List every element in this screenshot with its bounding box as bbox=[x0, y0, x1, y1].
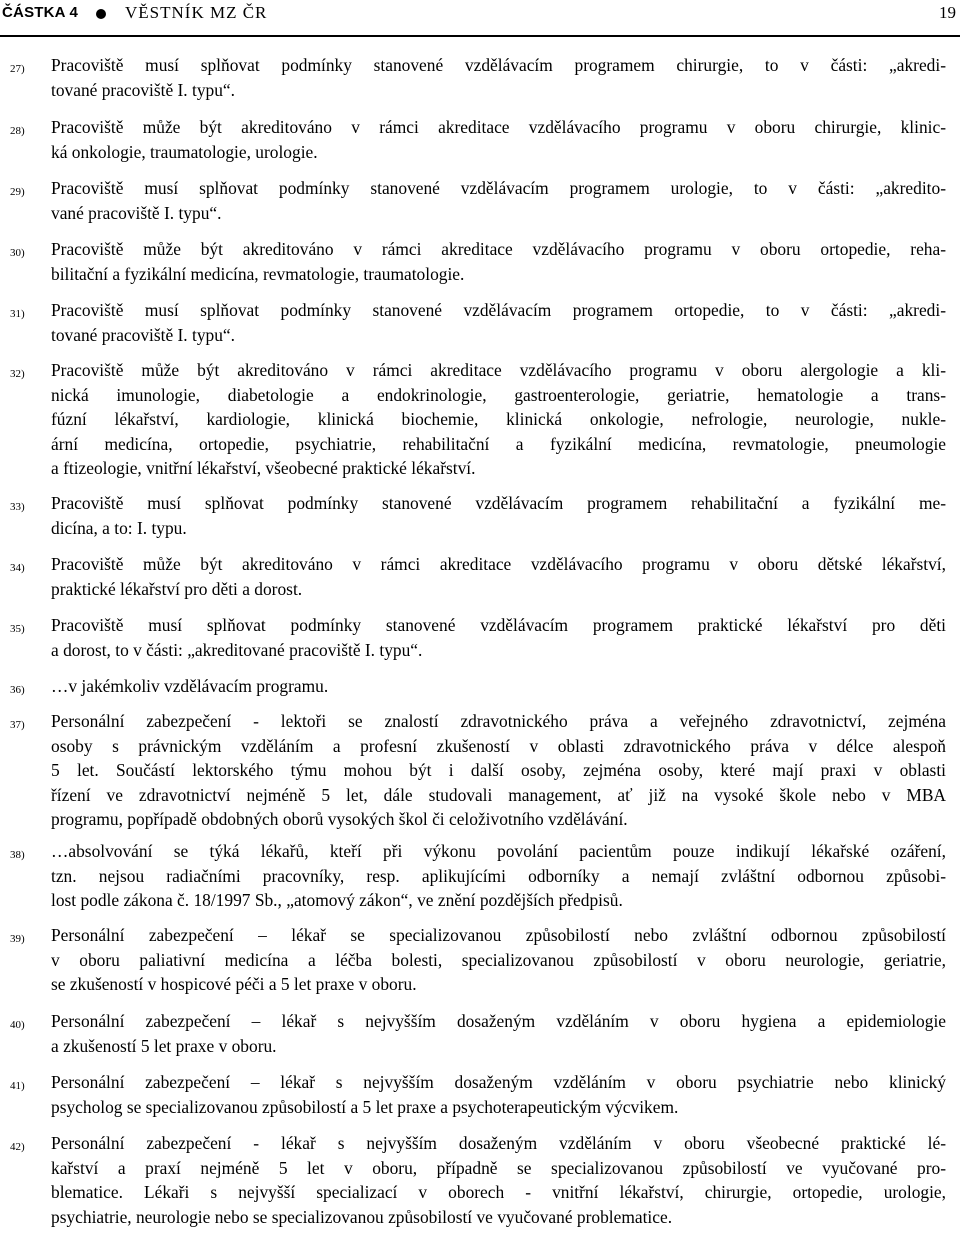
footnote-text-line: dicína, a to: I. typu. bbox=[51, 517, 187, 538]
footnote-text-line: Pracoviště může být akreditováno v rámci akreditace vzdělávacího programu v oboru chirurgie, klinic- bbox=[51, 117, 946, 137]
footnote-text-line: ká onkologie, traumatologie, urologie. bbox=[51, 141, 318, 162]
footnote-text-line: Personální zabezpečení – lékař s nejvyšším dosaženým vzděláním v oboru hygiena a epidemiologie bbox=[51, 1011, 946, 1031]
footnote-text-line: tované pracoviště I. typu“. bbox=[51, 79, 235, 100]
footnote-number: 27) bbox=[10, 63, 25, 75]
footnote-text-line: fúzní lékařství, kardiologie, klinická biochemie, klinická onkologie, nefrologie, neurologie, nukle- bbox=[51, 409, 946, 429]
footnote-number: 39) bbox=[10, 933, 25, 945]
bullet-dot-icon bbox=[96, 9, 106, 19]
footnote-text-line: a dorost, to v části: „akreditované pracoviště I. typu“. bbox=[51, 639, 423, 660]
footnote-text-line: psycholog se specializovanou způsobilostí a 5 let praxe a psychoterapeutickým výcvikem. bbox=[51, 1096, 679, 1117]
footnote-text-line: tzn. nejsou radiačními pracovníky, resp. aplikujícími odborníky a nemají zvláštní odbornou způsobi- bbox=[51, 865, 946, 886]
footnote-text-line: 5 let. Součástí lektorského týmu mohou být i další osoby, zejména osoby, které mají praxi v oblasti bbox=[51, 760, 946, 780]
footnote-text-line: programu, popřípadě obdobných oborů vysokých škol či celoživotního vzdělávání. bbox=[51, 809, 628, 829]
footnote-number: 29) bbox=[10, 186, 25, 198]
header-rule bbox=[0, 35, 960, 37]
footnote-text-line: Pracoviště může být akreditováno v rámci akreditace vzdělávacího programu v oboru alergologie a kli- bbox=[51, 360, 946, 380]
footnote-text-line: praktické lékařství pro děti a dorost. bbox=[51, 578, 303, 599]
footnote-text-line: …absolvování se týká lékařů, kteří při výkonu povolání pacientům pouze indikují lékařské ozáření, bbox=[51, 841, 946, 861]
footnote-text-line: osoby s právnickým vzděláním a profesní zkušeností v oblasti zdravotnického práva v délce alespoň bbox=[51, 735, 946, 756]
footnote-text-line: Pracoviště musí splňovat podmínky stanovené vzdělávacím programem urologie, to v části: „akreditо- bbox=[51, 178, 946, 198]
footnote-text-line: tované pracoviště I. typu“. bbox=[51, 324, 235, 345]
footnote-number: 33) bbox=[10, 501, 25, 513]
footnote-text-line: Personální zabezpečení - lékař s nejvyšším dosaženým vzděláním v oboru všeobecné praktické lé- bbox=[51, 1133, 946, 1153]
footnote-text-line: řízení ve zdravotnictví nejméně 5 let, dále studovali management, ať již na vysoké škole nebo v MBA bbox=[51, 784, 946, 805]
journal-title: VĚSTNÍK MZ ČR bbox=[125, 3, 268, 22]
footnote-text-line: se zkušeností v hospicové péči a 5 let praxe v oboru. bbox=[51, 974, 417, 994]
footnote-text-line: lost podle zákona č. 18/1997 Sb., „atomový zákon“, ve znění pozdějších předpisů. bbox=[51, 890, 623, 910]
footnote-text-line: Pracoviště musí splňovat podmínky stanovené vzdělávacím programem praktické lékařství pro děti bbox=[51, 615, 946, 635]
footnote-number: 42) bbox=[10, 1141, 25, 1153]
footnote-number: 30) bbox=[10, 247, 25, 259]
footnote-number: 35) bbox=[10, 623, 25, 635]
footnote-text-line: Pracoviště musí splňovat podmínky stanovené vzdělávacím programem rehabilitační a fyzikální me- bbox=[51, 493, 946, 513]
footnote-text-line: Pracoviště může být akreditováno v rámci akreditace vzdělávacího programu v oboru ortopedie, reha- bbox=[51, 239, 946, 259]
footnote-number: 31) bbox=[10, 308, 25, 320]
footnote-number: 36) bbox=[10, 684, 25, 696]
footnote-number: 38) bbox=[10, 849, 25, 861]
footnote-text-line: …v jakémkoliv vzdělávacím programu. bbox=[51, 676, 329, 696]
page-header bbox=[2, 0, 958, 28]
footnote-text-line: Pracoviště může být akreditováno v rámci akreditace vzdělávacího programu v oboru dětské lékařství, bbox=[51, 554, 946, 574]
footnote-number: 32) bbox=[10, 368, 25, 380]
footnote-text-line: psychiatrie, neurologie nebo se specializovanou způsobilostí ve vyučované problematice. bbox=[51, 1206, 673, 1227]
footnote-text-line: a ftizeologie, vnitřní lékařství, všeobecné praktické lékařství. bbox=[51, 458, 476, 478]
footnote-text-line: kařství a praxí nejméně 5 let v oboru, případně se specializovanou způsobilostí ve vyučované pro- bbox=[51, 1157, 946, 1178]
footnote-text-line: ární medicína, ortopedie, psychiatrie, rehabilitační a fyzikální medicína, revmatologie, pneumologie bbox=[51, 433, 946, 454]
footnote-text-line: Pracoviště musí splňovat podmínky stanovené vzdělávacím programem ortopedie, to v části: „akredi- bbox=[51, 300, 946, 320]
footnote-number: 28) bbox=[10, 125, 25, 137]
footnote-text-line: Personální zabezpečení – lékař se specializovanou způsobilostí nebo zvláštní odbornou způsobilostí bbox=[51, 925, 946, 945]
footnote-number: 34) bbox=[10, 562, 25, 574]
footnote-number: 37) bbox=[10, 719, 25, 731]
footnote-number: 40) bbox=[10, 1019, 25, 1031]
footnote-text-line: Pracoviště musí splňovat podmínky stanovené vzdělávacím programem chirurgie, to v části: „akredi- bbox=[51, 55, 946, 75]
section-label: ČÁSTKA 4 bbox=[2, 4, 79, 21]
footnote-text-line: Personální zabezpečení - lektoři se znalostí zdravotnického práva a veřejného zdravotnictví, zejména bbox=[51, 711, 946, 731]
footnote-text-line: vané pracoviště I. typu“. bbox=[51, 202, 222, 223]
footnote-text-line: a zkušeností 5 let praxe v oboru. bbox=[51, 1035, 277, 1056]
footnote-text-line: blematice. Lékaři s nejvyšší specializací v oborech - vnitřní lékařství, chirurgie, ortopedie, urologie, bbox=[51, 1182, 946, 1202]
footnote-number: 41) bbox=[10, 1080, 25, 1092]
footnote-text-line: v oboru paliativní medicína a léčba bolesti, specializovanou způsobilostí v oboru neurologie, geriatrie, bbox=[51, 949, 946, 970]
page-number: 19 bbox=[939, 3, 956, 22]
footnote-text-line: Personální zabezpečení – lékař s nejvyšším dosaženým vzděláním v oboru psychiatrie nebo klinický bbox=[51, 1072, 946, 1092]
footnote-text-line: nická imunologie, diabetologie a endokrinologie, gastroenterologie, geriatrie, hematologie a trans- bbox=[51, 384, 946, 405]
footnote-text-line: bilitační a fyzikální medicína, revmatologie, traumatologie. bbox=[51, 263, 465, 284]
